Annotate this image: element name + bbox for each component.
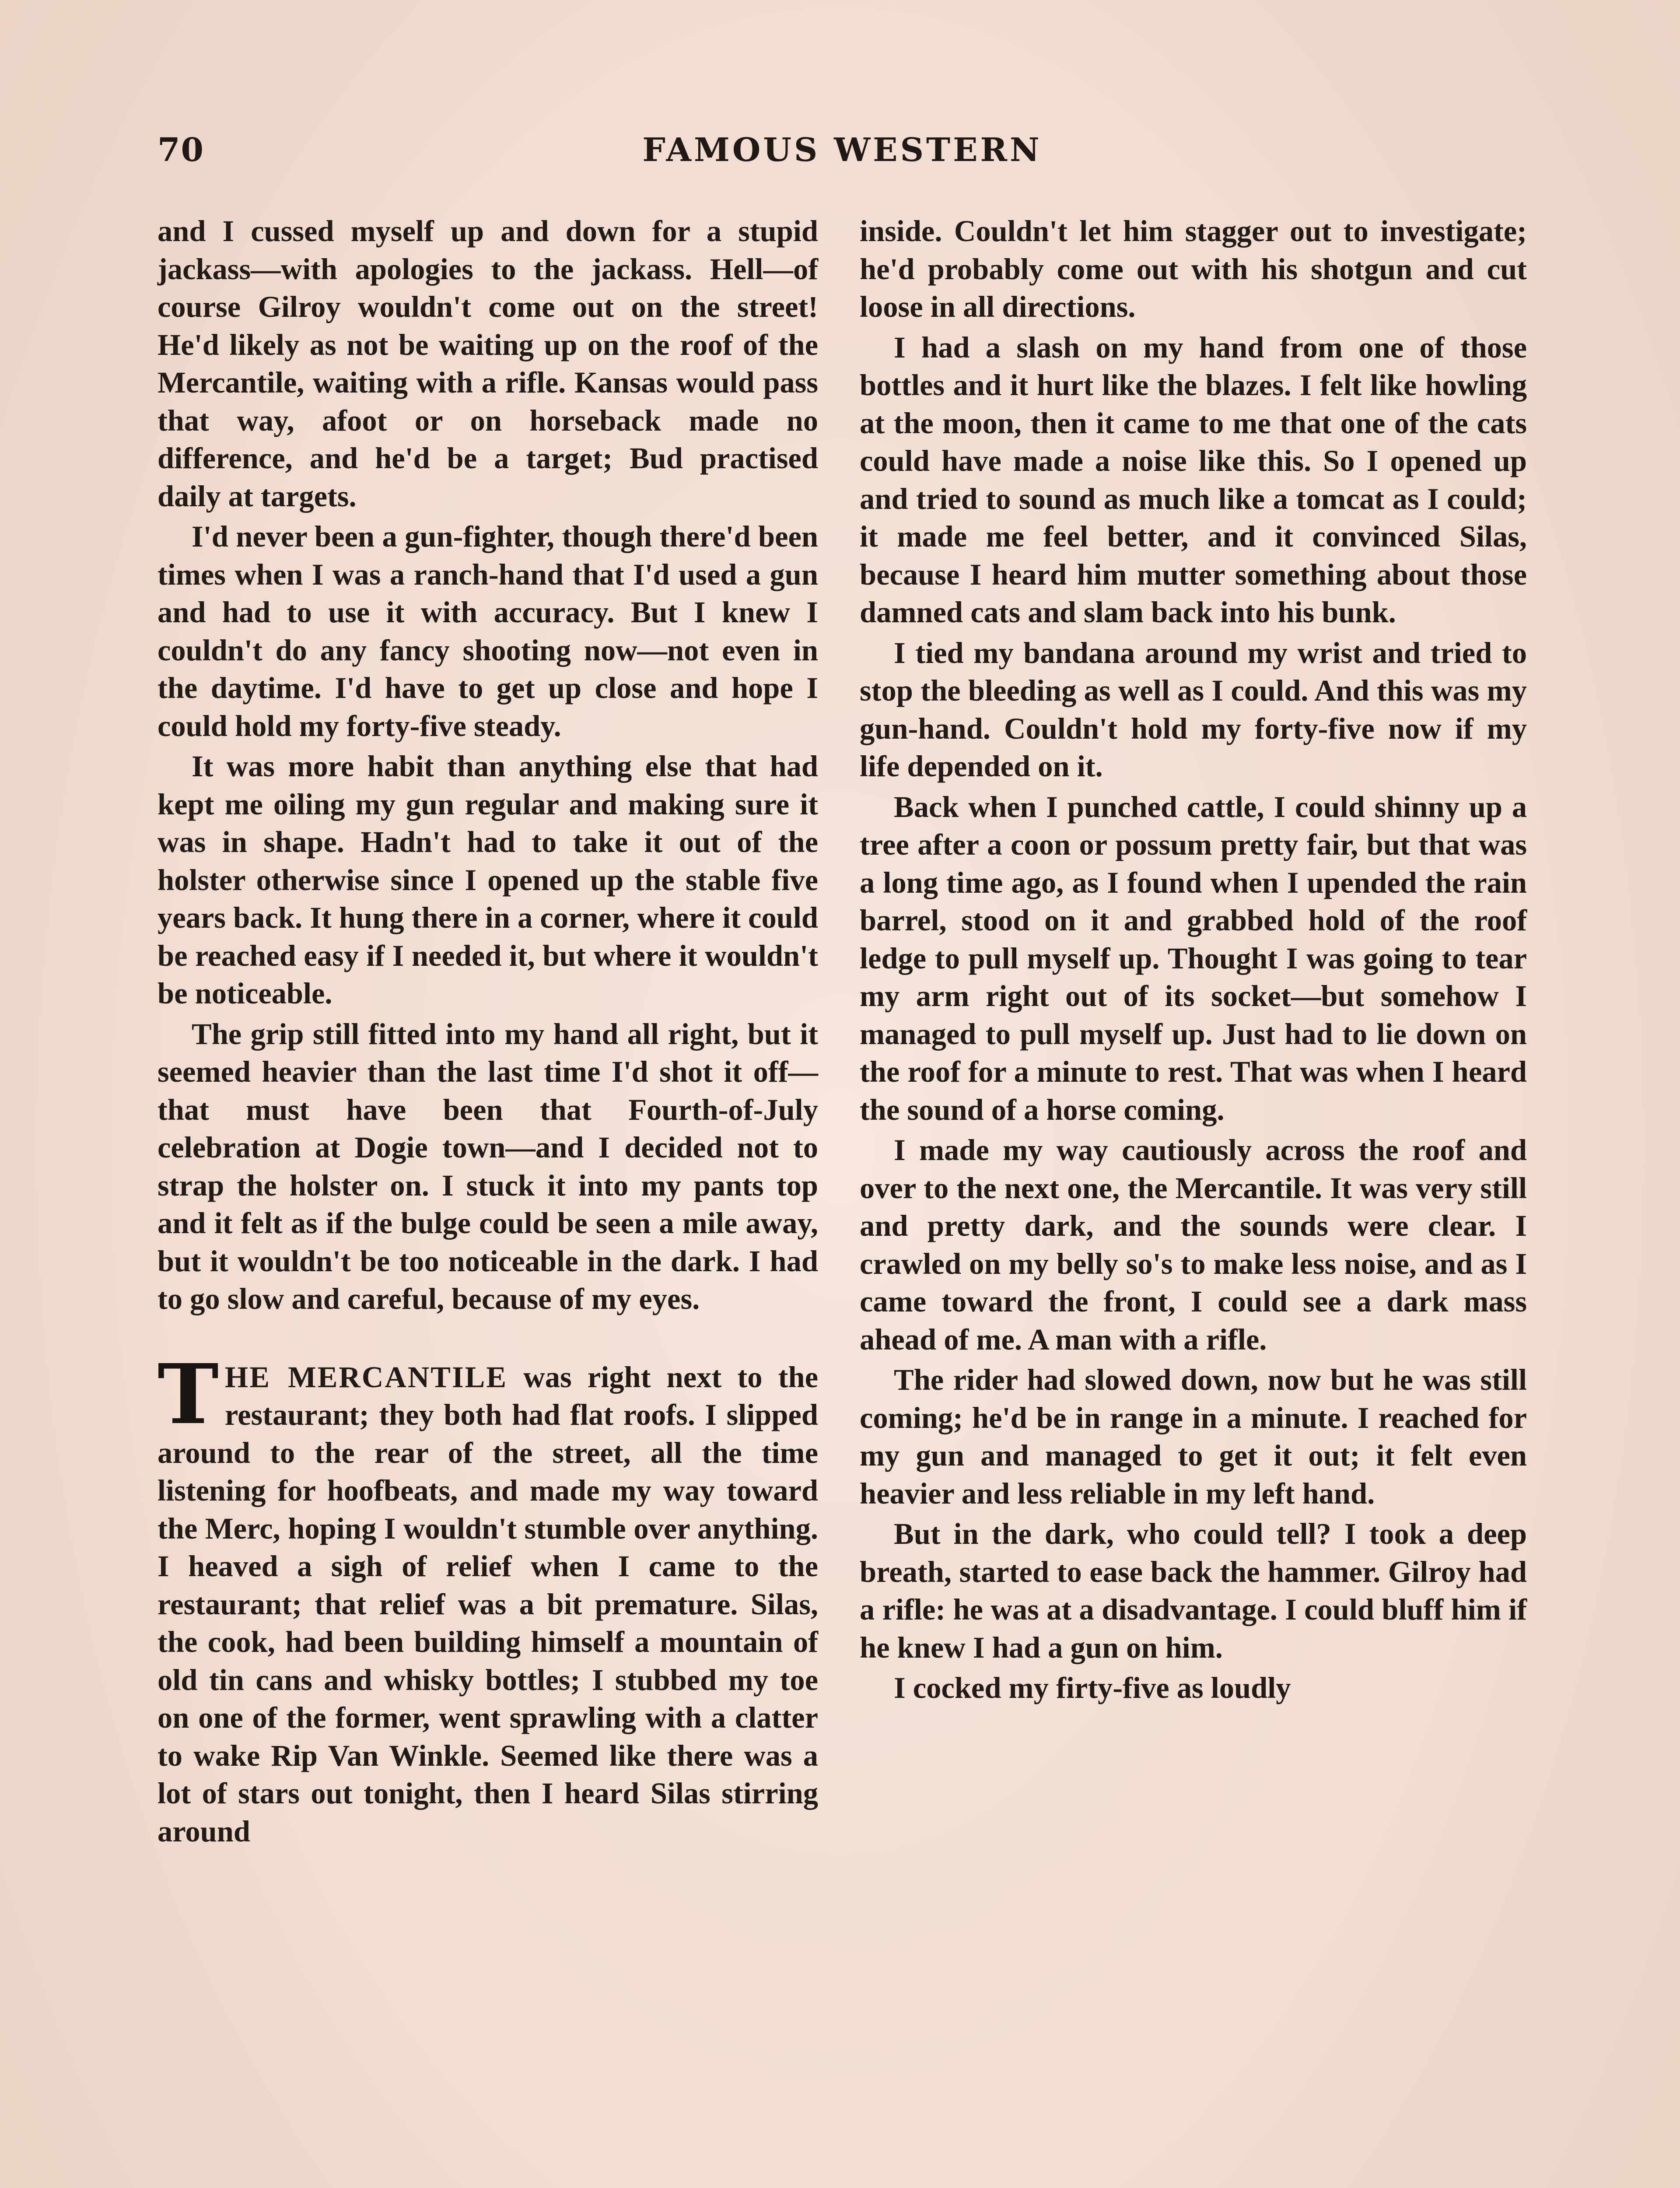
page-header (158, 131, 1527, 179)
paragraph: and I cussed myself up and down for a stupid jackass—with apologies to the jackass. Hell—of course Gilroy wouldn't come out on the street! He'd likely as not be waiting up on the roof of the Mercantile, waiting with a rifle. Kansas would pass that way, afoot or on horseback made no difference, and he'd be a target; Bud practised daily at targets. (158, 214, 818, 513)
page-number: 70 (158, 131, 204, 169)
paragraph: It was more habit than anything else that had kept me oiling my gun regular and making sure it was in shape. Hadn't had to take it out of the holster otherwise since I opened up the stable five years back. It hung there in a corner, where it could be reached easy if I needed it, but where it wouldn't be noticeable. (158, 750, 818, 1010)
section-paragraph (158, 1346, 818, 1851)
section-lead-caps: HE MERCANTILE (224, 1360, 508, 1394)
paragraph: I made my way cautiously across the roof and over to the next one, the Mercantile. It was very still and pretty dark, and the sounds were clear. I crawled on my belly so's to make less noise, and as I came toward the front, I could see a dark mass ahead of me. A man with a rifle. (860, 1133, 1527, 1356)
paragraph: I cocked my firty-five as loudly (894, 1671, 1291, 1704)
paragraph: The grip still fitted into my hand all right, but it seemed heavier than the last time I'd shot it off—that must have been that Fourth-of-July celebration at Dogie town—and I decided not to strap the holster on. I stuck it into my pants top and it felt as if the bulge could be seen a mile away, but it wouldn't be too noticeable in the dark. I had to go slow and careful, because of my eyes. (158, 1017, 818, 1315)
paragraph: I had a slash on my hand from one of those bottles and it hurt like the blazes. I felt like howling at the moon, then it came to me that one of the cats could have made a noise like this. So I opened up and tried to sound as much like a tomcat as I could; it made me feel better, and it convinced Silas, because I heard him mutter something about those damned cats and slam back into his bunk. (860, 330, 1527, 629)
paragraph: I'd never been a gun-fighter, though there'd been times when I was a ranch-hand that I'd used a gun and had to use it with accuracy. But I knew I couldn't do any fancy shooting now—not even in the daytime. I'd have to get up close and hope I could hold my forty-five steady. (158, 520, 818, 743)
paragraph: Back when I punched cattle, I could shinny up a tree after a coon or possum pretty fair, but that was a long time ago, as I found when I upended the rain barrel, stood on it and grabbed hold of the roof ledge to pull myself up. Thought I was going to tear my arm right out of its socket—but somehow I managed to pull myself up. Just had to lie down on the roof for a minute to rest. That was when I heard the sound of a horse coming. (860, 790, 1527, 1126)
right-column (860, 212, 1527, 1707)
drop-cap: T (158, 1346, 219, 1443)
left-column (158, 212, 818, 1850)
paragraph: The rider had slowed down, now but he was still coming; he'd be in range in a minute. I reached for my gun and managed to get it out; it felt even heavier and less reliable in my left hand. (860, 1363, 1527, 1510)
running-title: FAMOUS WESTERN (642, 131, 1042, 169)
paragraph: inside. Couldn't let him stagger out to investigate; he'd probably come out with his shotgun and cut loose in all directions. (860, 214, 1527, 323)
paragraph: But in the dark, who could tell? I took a deep breath, started to ease back the hammer. Gilroy had a rifle: he was at a disadvantage. I could bluff him if he knew I had a gun on him. (860, 1517, 1527, 1664)
paragraph: I tied my bandana around my wrist and tried to stop the bleeding as well as I could. And this was my gun-hand. Couldn't hold my forty-five now if my life depended on it. (860, 636, 1527, 783)
section-text: was right next to the restaurant; they both had flat roofs. I slipped around to the rear of the street, all the time listening for hoofbeats, and made my way toward the Merc, hoping I wouldn't stumble over anything. I heaved a sigh of relief when I came to the restaurant; that relief was a bit premature. Silas, the cook, had been building himself a mountain of old tin cans and whisky bottles; I stubbed my toe on one of the former, went sprawling with a clatter to wake Rip Van Winkle. Seemed like there was a lot of stars out tonight, then I heard Silas stirring around (158, 1360, 818, 1848)
